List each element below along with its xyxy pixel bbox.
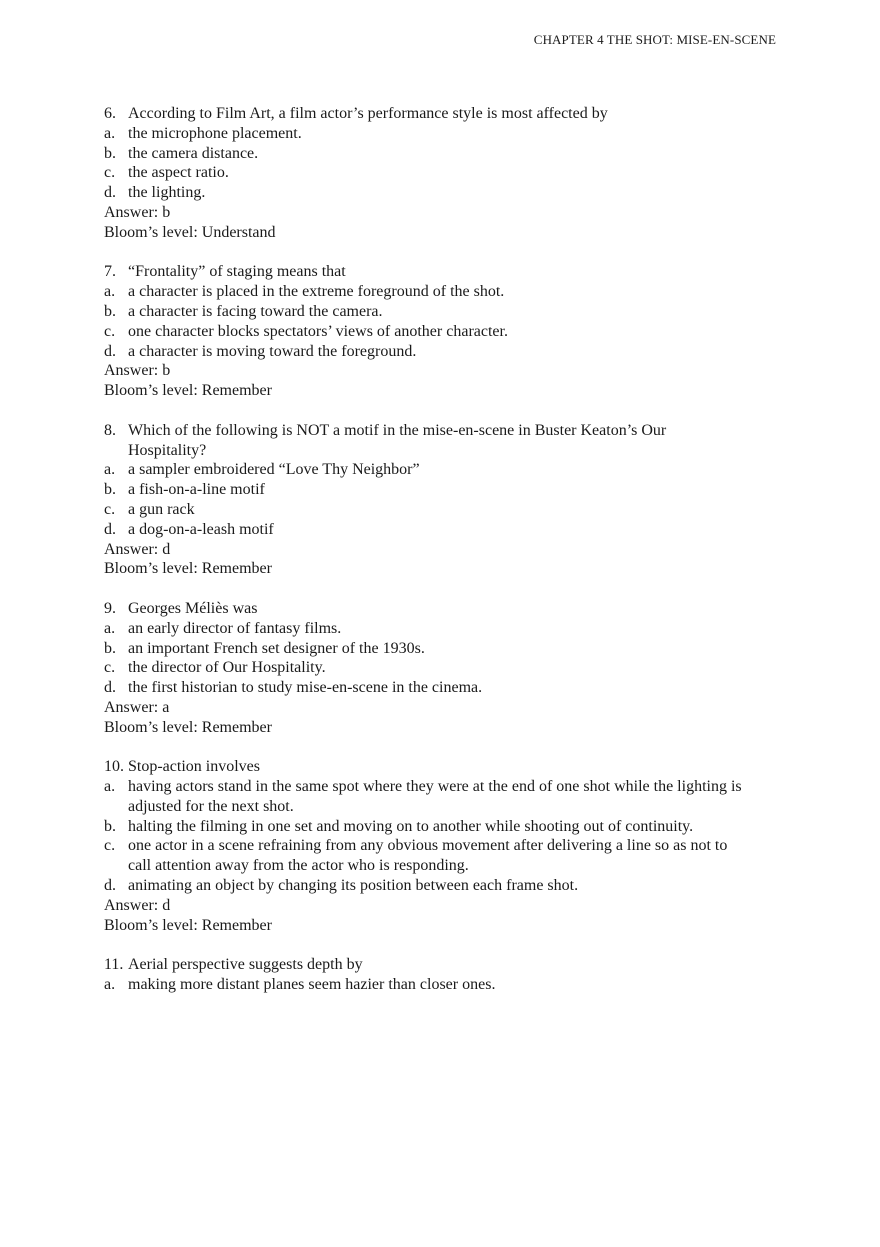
option-letter: a. (104, 778, 116, 796)
answer-line: Answer: d (104, 540, 171, 558)
option-d (104, 342, 744, 362)
answer-line: Answer: b (104, 203, 171, 221)
option-text: the first historian to study mise-en-scene in the cinema. (128, 679, 483, 697)
bloom-level-line: Bloom’s level: Understand (104, 223, 276, 241)
option-text: one character blocks spectators’ views of another character. (128, 322, 508, 340)
option-letter: c. (104, 500, 116, 518)
option-letter: d. (104, 520, 116, 538)
option-letter: b. (104, 302, 116, 320)
option-letter: a. (104, 283, 116, 301)
option-letter: c. (104, 837, 116, 855)
option-text: a sampler embroidered “Love Thy Neighbor” (128, 461, 420, 479)
option-letter: d. (104, 679, 116, 697)
option-letter: b. (104, 144, 116, 162)
option-letter: d. (104, 184, 116, 202)
option-text: halting the filming in one set and moving on to another while shooting out of continuity. (128, 817, 694, 835)
option-letter: b. (104, 639, 116, 657)
option-c (104, 500, 744, 520)
option-letter: b. (104, 481, 116, 499)
question-text: Stop-action involves (128, 758, 260, 776)
option-letter: d. (104, 342, 116, 360)
bloom-level-line: Bloom’s level: Remember (104, 916, 272, 934)
option-c (104, 322, 744, 342)
option-a (104, 975, 744, 995)
question-text: Georges Méliès was (128, 599, 258, 617)
option-text: a dog-on-a-leash motif (128, 520, 274, 538)
option-text: having actors stand in the same spot where they were at the end of one shot while the lighting is adjusted for the next shot. (128, 778, 742, 815)
option-text: a character is moving toward the foreground. (128, 342, 417, 360)
option-text: an important French set designer of the 1930s. (128, 639, 425, 657)
running-header: CHAPTER 4 THE SHOT: MISE-EN-SCENE (533, 32, 776, 47)
question-7 (104, 262, 744, 401)
option-letter: b. (104, 817, 116, 835)
question-number: 11. (104, 956, 124, 974)
option-c (104, 836, 744, 876)
option-text: the camera distance. (128, 144, 259, 162)
option-letter: c. (104, 164, 116, 182)
option-text: the director of Our Hospitality. (128, 659, 326, 677)
option-text: an early director of fantasy films. (128, 619, 342, 637)
question-number: 10. (104, 758, 124, 776)
option-b (104, 144, 744, 164)
option-letter: c. (104, 659, 116, 677)
option-text: the microphone placement. (128, 124, 302, 142)
question-stem (104, 757, 744, 777)
question-8 (104, 421, 744, 579)
option-d (104, 183, 744, 203)
option-letter: a. (104, 619, 116, 637)
option-text: animating an object by changing its position between each frame shot. (128, 877, 579, 895)
question-10 (104, 757, 744, 935)
option-letter: a. (104, 461, 116, 479)
question-number: 6. (104, 105, 116, 122)
option-a (104, 460, 744, 480)
option-letter: c. (104, 322, 116, 340)
question-stem (104, 421, 744, 461)
option-c (104, 163, 744, 183)
option-a (104, 619, 744, 639)
question-stem (104, 955, 744, 975)
question-6 (104, 104, 744, 243)
question-list (104, 104, 744, 1015)
option-text: a gun rack (128, 500, 195, 518)
question-number: 7. (104, 263, 116, 281)
option-b (104, 639, 744, 659)
question-11 (104, 955, 744, 995)
answer-line: Answer: a (104, 698, 170, 716)
option-text: the lighting. (128, 184, 206, 202)
question-stem (104, 104, 744, 124)
option-text: a character is facing toward the camera. (128, 302, 383, 320)
answer-line: Answer: d (104, 896, 171, 914)
question-text: According to Film Art, a film actor’s performance style is most affected by (128, 105, 608, 122)
question-text: Which of the following is NOT a motif in the mise-en-scene in Buster Keaton’s Our Hospitality? (128, 421, 667, 459)
option-letter: a. (104, 976, 116, 994)
option-text: one actor in a scene refraining from any obvious movement after delivering a line so as not to call attention away from the actor who is responding. (128, 837, 728, 875)
question-number: 8. (104, 421, 116, 439)
option-a (104, 124, 744, 144)
question-text: Aerial perspective suggests depth by (128, 956, 363, 974)
option-b (104, 302, 744, 322)
question-stem (104, 599, 744, 619)
bloom-level-line: Bloom’s level: Remember (104, 382, 272, 400)
question-number: 9. (104, 599, 116, 617)
option-d (104, 678, 744, 698)
option-a (104, 282, 744, 302)
bloom-level-line: Bloom’s level: Remember (104, 718, 272, 736)
option-c (104, 658, 744, 678)
option-d (104, 876, 744, 896)
option-text: a character is placed in the extreme foreground of the shot. (128, 283, 505, 301)
question-stem (104, 262, 744, 282)
option-letter: d. (104, 877, 116, 895)
option-text: the aspect ratio. (128, 164, 229, 182)
option-a (104, 777, 744, 817)
option-b (104, 817, 744, 837)
option-letter: a. (104, 124, 116, 142)
bloom-level-line: Bloom’s level: Remember (104, 560, 272, 578)
option-text: a fish-on-a-line motif (128, 481, 265, 499)
option-text: making more distant planes seem hazier than closer ones. (128, 976, 496, 994)
question-text: “Frontality” of staging means that (128, 263, 346, 281)
option-b (104, 480, 744, 500)
option-d (104, 520, 744, 540)
answer-line: Answer: b (104, 362, 171, 380)
question-9 (104, 599, 744, 738)
